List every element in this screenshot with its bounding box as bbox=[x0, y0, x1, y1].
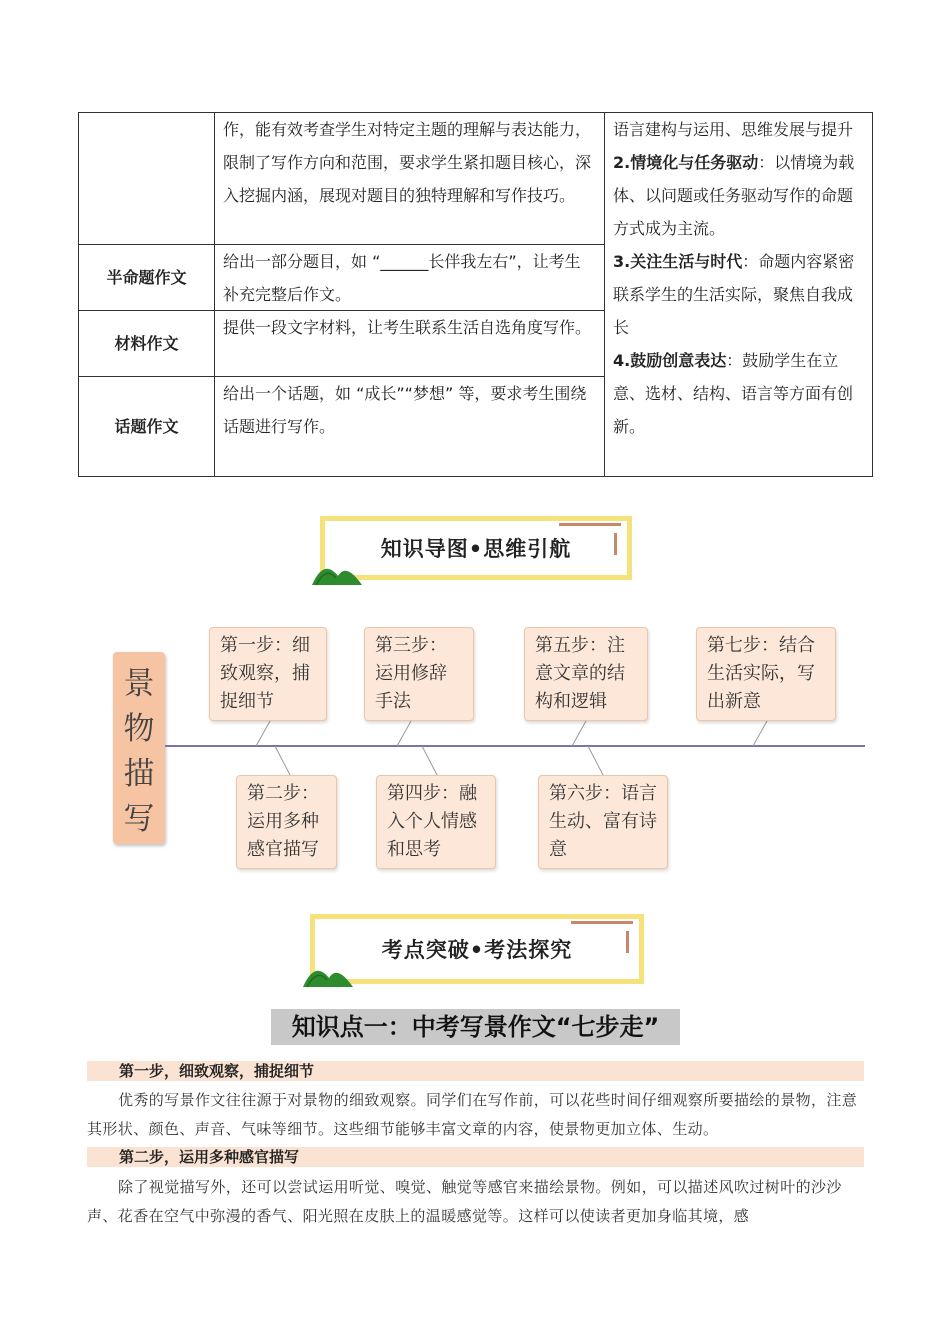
step-box: 第二步：运用多种感官描写 bbox=[236, 775, 337, 869]
banner-title: 知识导图•思维引航 bbox=[380, 537, 572, 561]
section-body: 优秀的写景作文往往源于对景物的细致观察。同学们在写作前，可以花些时间仔细观察所要描绘的景物，注意其形状、颜色、声音、气味等细节。这些细节能够丰富文章的内容，使景物更加立体、生动。 bbox=[87, 1091, 858, 1138]
connector-line bbox=[275, 746, 290, 775]
section-banner bbox=[310, 914, 644, 984]
step-box: 第五步：注意文章的结构和逻辑 bbox=[524, 627, 648, 721]
type-cell: 材料作文 bbox=[79, 311, 214, 377]
desc-cell: 作，能有效考查学生对特定主题的理解与表达能力，限制了写作方向和范围，要求学生紧扣题目核心，深入挖掘内涵，展现对题目的独特理解和写作技巧。 bbox=[215, 113, 604, 245]
banner-title: 考点突破•考法探究 bbox=[381, 938, 573, 962]
connector-line bbox=[422, 746, 437, 775]
banner-accent bbox=[571, 921, 633, 924]
step-box: 第三步：运用修辞手法 bbox=[364, 627, 474, 721]
connector-line bbox=[588, 746, 603, 775]
step-box: 第七步：结合生活实际，写出新意 bbox=[696, 627, 836, 721]
section-heading: 第二步，运用多种感官描写 bbox=[87, 1147, 864, 1167]
trend-label: 2.情境化与任务驱动 bbox=[613, 153, 759, 172]
section-heading: 第一步，细致观察，捕捉细节 bbox=[87, 1061, 864, 1081]
hill-icon bbox=[301, 958, 355, 988]
desc-cell: 给出一部分题目，如 “______长伴我左右”，让考生补充完整后作文。 bbox=[215, 245, 604, 311]
step-box: 第四步：融入个人情感和思考 bbox=[376, 775, 496, 869]
title-char: 物 bbox=[123, 711, 155, 747]
trend-label: 3.关注生活与时代 bbox=[613, 252, 743, 271]
trend-text: ：命题内容紧密联系学生的生活实际，聚焦自我成长 bbox=[613, 252, 855, 337]
trend-label: 4.鼓励创意表达 bbox=[613, 351, 727, 370]
connector-line bbox=[256, 721, 270, 746]
trend-intro: 语言建构与运用、思维发展与提升 bbox=[613, 120, 854, 139]
step-box: 第六步：语言生动、富有诗意 bbox=[538, 775, 668, 869]
connector-line bbox=[753, 721, 767, 746]
title-char: 描 bbox=[123, 756, 155, 792]
trend-text: ：鼓励学生在立意、选材、结构、语言等方面有创新。 bbox=[613, 351, 854, 436]
desc-cell: 给出一个话题，如 “成长”“梦想” 等，要求考生围绕话题进行写作。 bbox=[223, 384, 587, 436]
type-cell: 半命题作文 bbox=[79, 245, 214, 311]
section-body: 除了视觉描写外，还可以尝试运用听觉、嗅觉、触觉等感官来描绘景物。例如，可以描述风吹过树叶的沙沙声、花香在空气中弥漫的香气、阳光照在皮肤上的温暖感觉等。这样可以使读者更加身临其境，感 bbox=[87, 1178, 842, 1225]
connector-line bbox=[572, 721, 586, 746]
connector-line bbox=[397, 721, 411, 746]
knowledge-title: 知识点一：中考写景作文“七步走” bbox=[271, 1009, 680, 1045]
banner-accent bbox=[626, 931, 629, 953]
desc-cell: 提供一段文字材料，让考生联系生活自选角度写作。 bbox=[215, 311, 604, 377]
title-char: 写 bbox=[123, 801, 155, 837]
type-cell: 话题作文 bbox=[114, 417, 179, 436]
step-box: 第一步：细致观察，捕捉细节 bbox=[209, 627, 327, 721]
trend-text: ：以情境为载体、以问题或任务驱动写作的命题方式成为主流。 bbox=[613, 153, 855, 238]
title-char: 景 bbox=[123, 666, 155, 702]
